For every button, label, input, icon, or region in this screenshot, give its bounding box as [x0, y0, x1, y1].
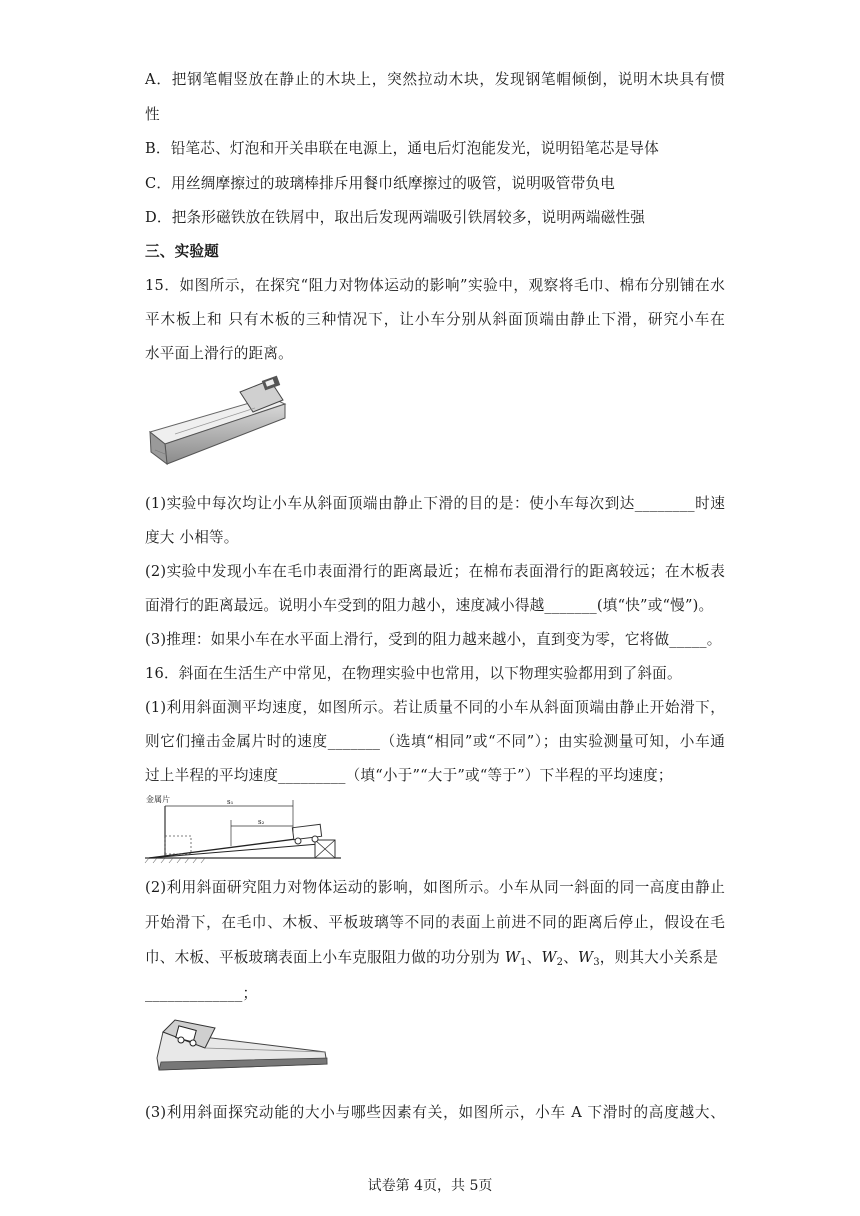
page-footer: 试卷第 4页，共 5页 — [367, 1178, 493, 1194]
option-d: D．把条形磁铁放在铁屑中，取出后发现两端吸引铁屑较多，说明两端磁性强 — [145, 209, 646, 226]
q16-stem: 16．斜面在生活生产中常见，在物理实验中也常用，以下物理实验都用到了斜面。 — [145, 665, 682, 682]
distance-s1-label: s₁ — [227, 798, 234, 806]
q16-part2-line3-end: ，则其大小关系是 — [599, 949, 719, 966]
q15-part1-line1: (1)实验中每次均让小车从斜面顶端由静止下滑的目的是：使小车每次到达________时速 — [145, 495, 725, 512]
option-a-line1: A．把钢笔帽竖放在静止的木块上，突然拉动木块，发现钢笔帽倾倒，说明木块具有惯 — [145, 71, 725, 88]
ramp-cart-figure — [155, 1018, 335, 1080]
work-w3-sub: 3 — [593, 957, 600, 968]
q16-part2-line1: (2)利用斜面研究阻力对物体运动的影响，如图所示。小车从同一斜面的同一高度由静止 — [145, 879, 725, 896]
q16-part1-line2: 则它们撞击金属片时的速度_______（选填“相同”或“不同”）；由实验测量可知，小车通 — [145, 733, 725, 750]
work-w2: W — [541, 949, 557, 966]
sep-2: 、 — [563, 949, 579, 966]
q16-part2-line2: 开始滑下，在毛巾、木板、平板玻璃等不同的表面上前进不同的距离后停止，假设在毛 — [145, 914, 725, 931]
sep-1: 、 — [526, 949, 542, 966]
distance-s2-label: s₂ — [258, 818, 265, 826]
option-b: B．铅笔芯、灯泡和开关串联在电源上，通电后灯泡能发光，说明铅笔芯是导体 — [145, 140, 659, 157]
q16-part2-line3-text: 巾、木板、平板玻璃表面上小车克服阻力做的功分别为 — [145, 949, 505, 966]
q16-part1-line3: 过上半程的平均速度_________（填“小于”“大于”或“等于”）下半程的平均速度； — [145, 767, 673, 784]
work-w1-sub: 1 — [520, 957, 527, 968]
incline-speed-figure — [143, 792, 343, 864]
option-a-line2: 性 — [145, 106, 160, 123]
q16-part1-line1: (1)利用斜面测平均速度，如图所示。若让质量不同的小车从斜面顶端由静止开始滑下， — [145, 699, 725, 716]
q15-part2-line2: 面滑行的距离最远。说明小车受到的阻力越小，速度减小得越_______(填“快”或“慢”)。 — [145, 597, 714, 614]
option-c: C．用丝绸摩擦过的玻璃棒排斥用餐巾纸摩擦过的吸管，说明吸管带负电 — [145, 175, 615, 192]
q16-part3-line1: (3)利用斜面探究动能的大小与哪些因素有关，如图所示，小车 A 下滑时的高度越大、 — [145, 1104, 725, 1121]
q15-part3: (3)推理：如果小车在水平面上滑行，受到的阻力越来越小，直到变为零，它将做_____。 — [145, 631, 722, 648]
q15-part1-line2: 度大 小相等。 — [145, 529, 239, 546]
work-w2-sub: 2 — [556, 957, 564, 968]
metal-plate-label: 金属片 — [146, 795, 170, 804]
section-heading: 三、实验题 — [145, 243, 219, 260]
work-w1: W — [504, 949, 521, 966]
work-w3: W — [578, 949, 594, 966]
q15-stem-line3: 水平面上滑行的距离。 — [145, 345, 293, 362]
q15-stem-line1: 15．如图所示，在探究“阻力对物体运动的影响”实验中，观察将毛巾、棉布分别铺在水 — [145, 277, 725, 294]
q15-part2-line1: (2)实验中发现小车在毛巾表面滑行的距离最近；在棉布表面滑行的距离较远；在木板表 — [145, 563, 725, 580]
ramp-board-figure — [145, 372, 295, 472]
q15-stem-line2: 平木板上和 只有木板的三种情况下，让小车分别从斜面顶端由静止下滑，研究小车在 — [145, 311, 725, 328]
q16-part2-line3 — [145, 948, 725, 973]
q16-part2-answer-blank: _____________； — [145, 985, 258, 1002]
